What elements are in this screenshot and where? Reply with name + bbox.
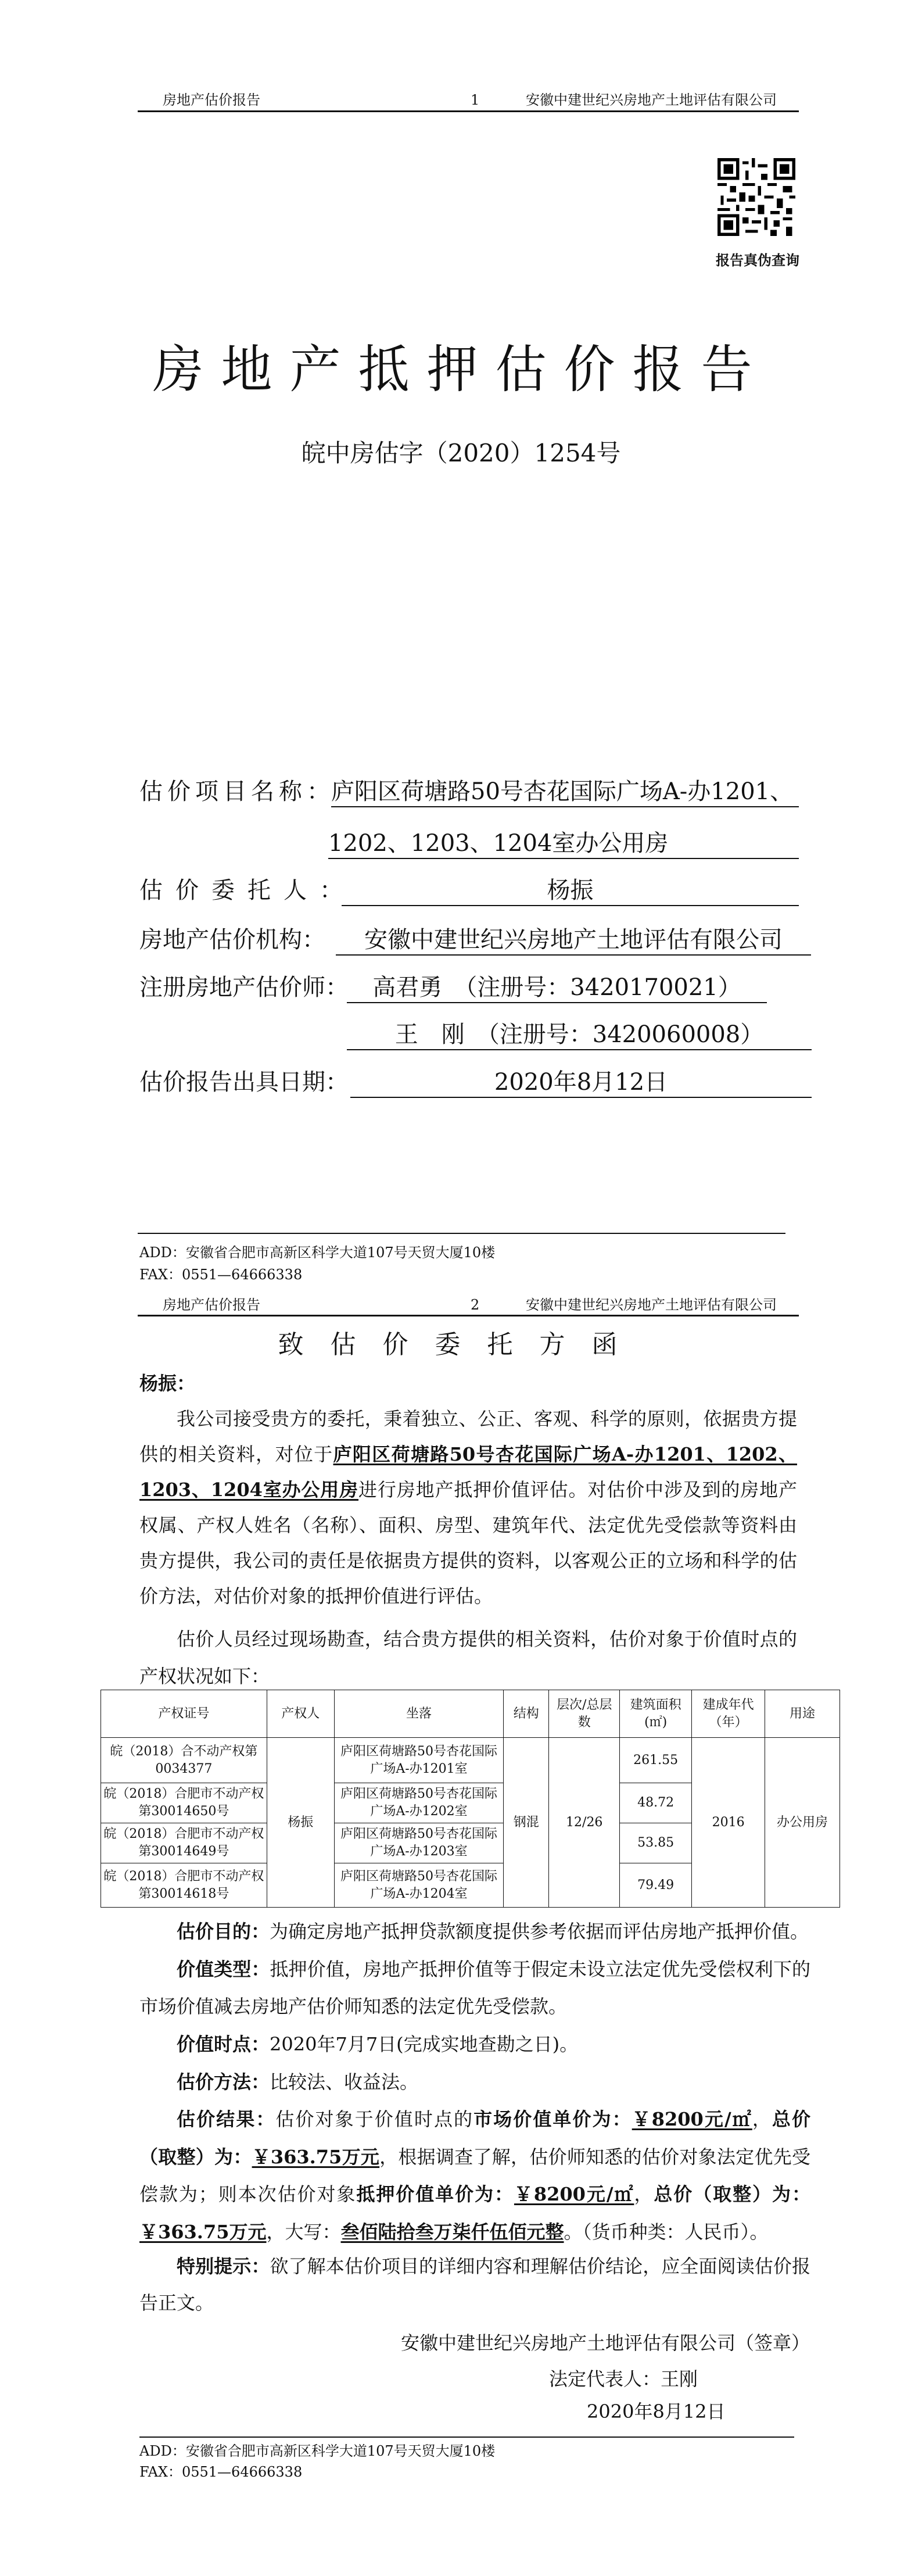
value-type-label: 价值类型： — [177, 1958, 270, 1980]
result-text: ，大写： — [266, 2220, 341, 2243]
note-label: 特别提示： — [177, 2255, 270, 2277]
project-name-line1: 庐阳区荷塘路50号杏花国际广场A-办1201、 — [331, 777, 799, 807]
result-text: 。（货币种类：人民币）。 — [564, 2220, 769, 2243]
p1-text: 我公司接受贵方的委托，秉着独立、公正、客观、科学的原则，依据贵方提供的相关资料，对位于 — [139, 1408, 797, 1465]
project-label: 估价项目名称： — [139, 778, 335, 805]
purpose-label: 估价目的： — [177, 1920, 270, 1942]
total-in-words: 叁佰陆拾叁万柒仟伍佰元整 — [340, 2220, 564, 2243]
qr-code-icon — [717, 158, 795, 236]
letter-title: 致估价委托方函 — [278, 1330, 644, 1359]
special-note — [139, 2248, 810, 2321]
structure: 钢混 — [504, 1738, 549, 1908]
col-header: 用途 — [765, 1690, 840, 1738]
legal-representative: 法定代表人：王刚 — [549, 2368, 698, 2390]
document-number: 皖中房估字（2020）1254号 — [301, 439, 621, 467]
value-date — [139, 2026, 810, 2063]
date-label: 估价报告出具日期： — [139, 1069, 349, 1096]
location: 庐阳区荷塘路50号杏花国际广场A-办1203室 — [334, 1823, 504, 1863]
qr-caption: 报告真伪查询 — [716, 252, 799, 269]
table-row — [101, 1738, 840, 1783]
market-unit-price: ￥8200元/㎡ — [632, 2108, 752, 2130]
header-rule — [138, 1315, 799, 1316]
footer-address: ADD：安徽省合肥市高新区科学大道107号天贸大厦10楼 — [139, 2443, 496, 2459]
cert-number: 皖（2018）合肥市不动产权第30014618号 — [101, 1863, 267, 1908]
col-header: 建成年代（年） — [692, 1690, 765, 1738]
appraiser-2: 王 刚 （注册号：3420060008） — [347, 1020, 812, 1050]
method-label: 估价方法： — [177, 2071, 270, 2093]
salutation: 杨振： — [139, 1372, 196, 1394]
footer-fax: FAX：0551—64666338 — [139, 2464, 303, 2480]
col-header: 建筑面积(㎡) — [620, 1690, 692, 1738]
owner: 杨振 — [267, 1738, 334, 1908]
result-text: 市场价值单价为： — [473, 2108, 632, 2130]
project-name-line2: 1202、1203、1204室办公用房 — [328, 829, 799, 859]
signing-company: 安徽中建世纪兴房地产土地评估有限公司（签章） — [401, 2332, 810, 2354]
letter-paragraph-1 — [139, 1401, 797, 1614]
result-text: ，根据调查了解，估价师知悉的估价对象法定优先受偿款为；则本次估价对象 — [139, 2145, 810, 2205]
page-header-company: 安徽中建世纪兴房地产土地评估有限公司 — [526, 92, 777, 108]
header-rule — [138, 110, 799, 112]
client-label: 估价委托人： — [139, 877, 356, 904]
area: 48.72 — [620, 1783, 692, 1823]
market-total-price: ￥363.75万元 — [252, 2145, 380, 2168]
page-header-title: 房地产估价报告 — [163, 1297, 260, 1313]
result-text: 总价（取整）为： — [139, 2108, 810, 2168]
page-header-title: 房地产估价报告 — [163, 92, 260, 108]
value-type — [139, 1951, 810, 2025]
col-header: 结构 — [504, 1690, 549, 1738]
footer-address: ADD：安徽省合肥市高新区科学大道107号天贸大厦10楼 — [139, 1244, 496, 1261]
page-header-company: 安徽中建世纪兴房地产土地评估有限公司 — [526, 1297, 777, 1313]
result-text: 抵押价值单价为： — [356, 2183, 514, 2205]
note-text: 欲了解本估价项目的详细内容和理解估价结论，应全面阅读估价报告正文。 — [139, 2255, 810, 2314]
valuation-result — [139, 2101, 810, 2251]
result-label: 估价结果： — [177, 2108, 276, 2130]
cert-number: 皖（2018）合肥市不动产权第30014650号 — [101, 1783, 267, 1823]
area: 261.55 — [620, 1738, 692, 1783]
value-date-text: 2020年7月7日(完成实地查勘之日)。 — [270, 2033, 579, 2055]
signing-date: 2020年8月12日 — [587, 2400, 726, 2423]
location: 庐阳区荷塘路50号杏花国际广场A-办1201室 — [334, 1738, 504, 1783]
agency-label: 房地产估价机构： — [139, 926, 325, 953]
page-number: 1 — [471, 92, 480, 108]
floor: 12/26 — [549, 1738, 620, 1908]
result-text: 估价对象于价值时点的 — [275, 2108, 474, 2130]
table-header-row — [101, 1690, 840, 1738]
page-number: 2 — [471, 1297, 480, 1313]
report-date: 2020年8月12日 — [350, 1068, 812, 1098]
col-header: 产权人 — [267, 1690, 334, 1738]
location: 庐阳区荷塘路50号杏花国际广场A-办1204室 — [334, 1863, 504, 1908]
build-year: 2016 — [692, 1738, 765, 1908]
footer-rule — [138, 1233, 785, 1234]
col-header: 坐落 — [334, 1690, 504, 1738]
purpose — [139, 1913, 810, 1950]
value-date-label: 价值时点： — [177, 2033, 270, 2055]
property-rights-table — [101, 1690, 840, 1908]
result-text: ， — [634, 2183, 654, 2205]
location: 庐阳区荷塘路50号杏花国际广场A-办1202室 — [334, 1783, 504, 1823]
result-text: 总价（取整）为： — [654, 2183, 810, 2205]
footer-rule — [139, 2437, 794, 2438]
area: 53.85 — [620, 1823, 692, 1863]
cert-number: 皖（2018）合肥市不动产权第30014649号 — [101, 1823, 267, 1863]
client-value: 杨振 — [342, 876, 799, 906]
method — [139, 2063, 810, 2101]
p1-text-cont: 进行房地产抵押价值评估。对估价中涉及到的房地产权属、产权人姓名（名称）、面积、房型、建筑年代、法定优先受偿款等资料由贵方提供，我公司的责任是依据贵方提供的资料，以客观公正的立场和科学的估价方法，对估价对象的抵押价值进行评估。 — [139, 1479, 797, 1607]
mortgage-total-price: ￥363.75万元 — [139, 2220, 267, 2243]
letter-paragraph-2: 估价人员经过现场勘查，结合贵方提供的相关资料，估价对象于价值时点的产权状况如下： — [139, 1628, 797, 1687]
purpose-text: 为确定房地产抵押贷款额度提供参考依据而评估房地产抵押价值。 — [270, 1920, 809, 1942]
appraiser-1: 高君勇 （注册号：3420170021） — [347, 973, 767, 1003]
method-text: 比较法、收益法。 — [270, 2071, 419, 2093]
report-title: 房地产抵押估价报告 — [152, 339, 770, 399]
property-address: 庐阳区荷塘路50号杏花国际广场A-办1201、1202、1203、1204室办公用房 — [139, 1443, 797, 1501]
value-type-text: 抵押价值，房地产抵押价值等于假定未设立法定优先受偿权利下的市场价值减去房地产估价师知悉的法定优先受偿款。 — [139, 1958, 810, 2017]
result-text: ， — [752, 2108, 772, 2130]
cert-number: 皖（2018）合不动产权第0034377 — [101, 1738, 267, 1783]
area: 79.49 — [620, 1863, 692, 1908]
usage: 办公用房 — [765, 1738, 840, 1908]
footer-fax: FAX：0551—64666338 — [139, 1266, 303, 1283]
col-header: 产权证号 — [101, 1690, 267, 1738]
appraiser-label: 注册房地产估价师： — [139, 974, 349, 1001]
col-header: 层次/总层数 — [549, 1690, 620, 1738]
mortgage-unit-price: ￥8200元/㎡ — [514, 2183, 634, 2205]
agency-value: 安徽中建世纪兴房地产土地评估有限公司 — [336, 925, 811, 956]
